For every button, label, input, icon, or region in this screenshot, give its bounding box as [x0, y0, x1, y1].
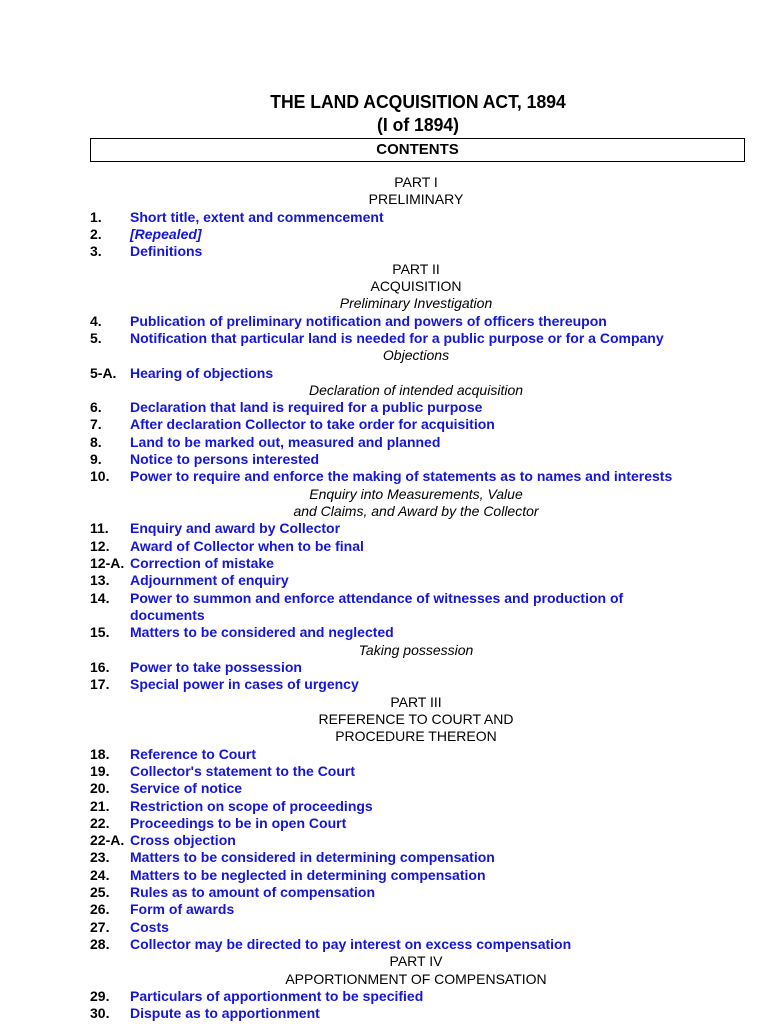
- section-link[interactable]: Particulars of apportionment to be specified: [130, 988, 424, 1005]
- toc-entry: [0, 1005, 768, 1022]
- toc-entry: [0, 884, 768, 901]
- part-heading-text: PART IV: [389, 953, 443, 970]
- section-link[interactable]: Dispute as to apportionment: [130, 1005, 320, 1022]
- subheading: [0, 486, 768, 503]
- section-number: 5.: [90, 329, 102, 346]
- section-link[interactable]: Power to take possession: [130, 658, 302, 675]
- subheading: [0, 347, 768, 364]
- section-number: 29.: [90, 988, 110, 1005]
- section-link[interactable]: Notice to persons interested: [130, 451, 320, 468]
- section-link[interactable]: Restriction on scope of proceedings: [130, 797, 373, 814]
- toc-entry: [0, 659, 768, 676]
- section-link[interactable]: Short title, extent and commencement: [130, 208, 384, 225]
- toc-entry: [0, 520, 768, 537]
- section-number: 22.: [90, 814, 110, 831]
- part-heading-text: PART III: [390, 693, 442, 710]
- section-number: 24.: [90, 866, 110, 883]
- part-heading: [0, 728, 768, 745]
- subheading: [0, 642, 768, 659]
- section-link[interactable]: [Repealed]: [130, 225, 202, 242]
- section-number: 17.: [90, 676, 110, 693]
- part-heading-text: PRELIMINARY: [368, 191, 464, 208]
- toc-entry: [0, 919, 768, 936]
- section-number: 11.: [90, 520, 109, 537]
- part-heading-text: ACQUISITION: [370, 277, 462, 294]
- section-number: 3.: [90, 243, 102, 260]
- part-heading: [0, 174, 768, 191]
- section-number: 16.: [90, 658, 110, 675]
- toc-entry: [0, 676, 768, 693]
- part-heading-text: PROCEDURE THEREON: [335, 728, 497, 745]
- toc-entry: [0, 798, 768, 815]
- toc-entry: [0, 209, 768, 226]
- part-heading-text: PART I: [394, 174, 438, 190]
- section-number: 23.: [90, 849, 110, 866]
- toc-entry: [0, 849, 768, 866]
- document-subtitle: (I of 1894): [376, 114, 460, 135]
- section-number: 8.: [90, 433, 102, 450]
- section-number: 30.: [90, 1005, 110, 1022]
- toc-entry: [0, 988, 768, 1005]
- toc-entry: [0, 434, 768, 451]
- toc-entry: [0, 243, 768, 260]
- subheading-text: Taking possession: [358, 641, 474, 658]
- section-number: 7.: [90, 416, 102, 433]
- toc-entry: [0, 590, 768, 607]
- part-heading-text: REFERENCE TO COURT AND: [318, 710, 514, 727]
- section-number: 14.: [90, 589, 110, 606]
- section-link[interactable]: Award of Collector when to be final: [130, 537, 364, 554]
- toc-entry: [0, 624, 768, 641]
- toc-entry: [0, 936, 768, 953]
- toc-entry: [0, 416, 768, 433]
- subheading: [0, 503, 768, 520]
- toc-entry: [0, 746, 768, 763]
- part-heading: [0, 191, 768, 208]
- section-link[interactable]: Publication of preliminary notification and powers of officers thereupon: [130, 312, 607, 329]
- section-number: 25.: [90, 884, 110, 901]
- part-heading-text: APPORTIONMENT OF COMPENSATION: [285, 970, 547, 987]
- section-number: 6.: [90, 399, 102, 416]
- part-heading: [0, 278, 768, 295]
- section-link-continuation[interactable]: documents: [130, 607, 205, 623]
- contents-heading: CONTENTS: [376, 141, 459, 158]
- toc-entry: [0, 780, 768, 797]
- section-link[interactable]: Enquiry and award by Collector: [130, 520, 341, 537]
- toc-entry: [0, 399, 768, 416]
- toc-entry: [0, 555, 768, 572]
- part-heading: [0, 694, 768, 711]
- section-link[interactable]: Matters to be considered in determining compensation: [130, 849, 495, 866]
- subheading-text: Objections: [382, 347, 450, 364]
- section-number: 12-A.: [90, 555, 125, 572]
- toc-entry: [0, 313, 768, 330]
- section-link[interactable]: Hearing of objections: [130, 364, 274, 381]
- section-link[interactable]: Adjournment of enquiry: [130, 572, 289, 589]
- section-number: 21.: [90, 797, 110, 814]
- toc-entry: [0, 832, 768, 849]
- document-title: THE LAND ACQUISITION ACT, 1894: [270, 91, 566, 112]
- section-link[interactable]: Power to require and enforce the making of statements as to names and interests: [130, 468, 673, 485]
- section-number: 12.: [90, 537, 110, 554]
- contents-box: [90, 138, 745, 162]
- section-link[interactable]: Correction of mistake: [130, 555, 274, 572]
- section-link[interactable]: Notification that particular land is needed for a public purpose or for a Company: [130, 329, 664, 346]
- section-number: 22-A.: [90, 832, 125, 849]
- section-number: 9.: [90, 451, 102, 468]
- section-number: 13.: [90, 572, 110, 589]
- toc-entry: [0, 538, 768, 555]
- part-heading: [0, 971, 768, 988]
- section-link[interactable]: Land to be marked out, measured and planned: [130, 433, 441, 450]
- toc-entry: [0, 572, 768, 589]
- section-link[interactable]: Matters to be neglected in determining compensation: [130, 866, 486, 883]
- toc-entry: [0, 365, 768, 382]
- section-number: 19.: [90, 762, 110, 779]
- section-link[interactable]: Collector's statement to the Court: [130, 762, 356, 779]
- section-link[interactable]: Special power in cases of urgency: [130, 676, 359, 693]
- part-heading: [0, 261, 768, 278]
- subheading-text: and Claims, and Award by the Collector: [293, 503, 539, 520]
- section-link[interactable]: Power to summon and enforce attendance of witnesses and production of: [130, 589, 624, 606]
- toc-entry: [0, 330, 768, 347]
- section-number: 28.: [90, 936, 110, 953]
- toc-entry: [0, 901, 768, 918]
- toc-entry: [0, 468, 768, 485]
- section-link[interactable]: Proceedings to be in open Court: [130, 814, 347, 831]
- section-link[interactable]: Matters to be considered and neglected: [130, 624, 394, 641]
- toc-entry: [0, 763, 768, 780]
- subheading: [0, 295, 768, 312]
- section-number: 15.: [90, 624, 110, 641]
- subheading-text: Enquiry into Measurements, Value: [309, 485, 523, 502]
- toc-entry: [0, 451, 768, 468]
- part-heading: [0, 953, 768, 970]
- section-link[interactable]: Reference to Court: [130, 745, 257, 762]
- section-number: 4.: [90, 312, 102, 329]
- section-number: 5-A.: [90, 364, 117, 381]
- subheading-text: Declaration of intended acquisition: [308, 381, 524, 398]
- section-link[interactable]: Rules as to amount of compensation: [130, 884, 376, 901]
- section-link[interactable]: Declaration that land is required for a public purpose: [130, 399, 483, 416]
- section-number: 2.: [90, 225, 102, 242]
- part-heading-text: PART II: [392, 260, 440, 277]
- section-number: 10.: [90, 468, 110, 485]
- section-link[interactable]: After declaration Collector to take order for acquisition: [130, 416, 495, 433]
- part-heading: [0, 711, 768, 728]
- section-link[interactable]: Cross objection: [130, 832, 236, 849]
- toc-entry: [0, 815, 768, 832]
- toc-entry: [0, 226, 768, 243]
- section-number: 26.: [90, 901, 110, 918]
- section-number: 1.: [90, 208, 102, 225]
- section-number: 20.: [90, 780, 110, 797]
- toc-entry: [0, 867, 768, 884]
- section-link[interactable]: Service of notice: [130, 780, 243, 797]
- toc-entry-continuation: [0, 607, 768, 624]
- section-link[interactable]: Definitions: [130, 243, 203, 260]
- section-link[interactable]: Form of awards: [130, 901, 235, 918]
- subheading-text: Preliminary Investigation: [339, 295, 493, 312]
- section-number: 27.: [90, 918, 110, 935]
- subheading: [0, 382, 768, 399]
- section-number: 18.: [90, 745, 110, 762]
- section-link[interactable]: Collector may be directed to pay interest on excess compensation: [130, 936, 572, 953]
- section-link[interactable]: Costs: [130, 918, 169, 935]
